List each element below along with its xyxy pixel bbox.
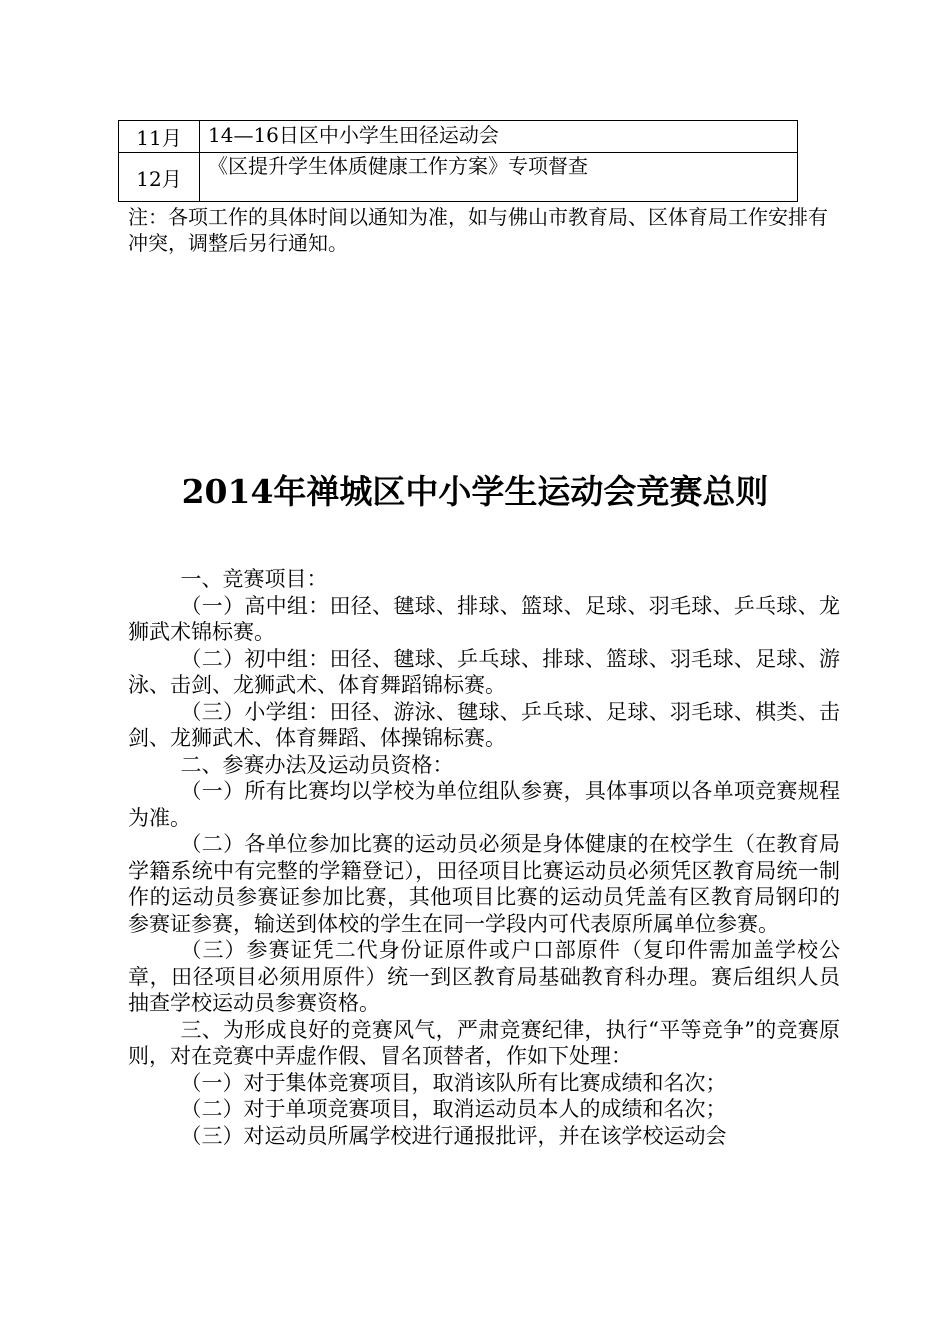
section-heading-3: 三、为形成良好的竞赛风气，严肃竞赛纪律，执行“平等竞争”的竞赛原则，对在竞赛中弄虚作假、冒名顶替者，作如下处理： [128,1017,840,1068]
paragraph: （三）小学组：田径、游泳、毽球、乒乓球、足球、羽毛球、棋类、击剑、龙狮武术、体育舞蹈、体操锦标赛。 [128,699,840,750]
paragraph: （一）所有比赛均以学校为单位组队参赛，具体事项以各单项竞赛规程为准。 [128,779,840,830]
paragraph: （一）对于集体竞赛项目，取消该队所有比赛成绩和名次； [180,1070,727,1095]
table-row [119,121,798,153]
table-row [119,153,798,202]
schedule-table [118,120,798,202]
task-cell: 14—16日区中小学生田径运动会 [200,121,798,153]
paragraph: （三）参赛证凭二代身份证原件或户口部原件（复印件需加盖学校公章，田径项目必须用原件）统一到区教育局基础教育科办理。赛后组织人员抽查学校运动员参赛资格。 [128,938,840,1015]
paragraph: （二）初中组：田径、毽球、乒乓球、排球、篮球、羽毛球、足球、游泳、击剑、龙狮武术、体育舞蹈锦标赛。 [128,646,840,697]
section-heading-1: 一、竞赛项目： [180,567,328,591]
paragraph: （二）各单位参加比赛的运动员必须是身体健康的在校学生（在教育局学籍系统中有完整的学籍登记），田径项目比赛运动员必须凭区教育局统一制作的运动员参赛证参加比赛，其他项目比赛的运动员凭盖有区教育局钢印的参赛证参赛，输送到体校的学生在同一学段内可代表原所属单位参赛。 [128,832,840,936]
task-cell: 《区提升学生体质健康工作方案》专项督查 [200,153,798,202]
document-body [128,566,840,1149]
section-heading-2: 二、参赛办法及运动员资格： [180,752,454,777]
document-title: 2014年禅城区中小学生运动会竞赛总则 [181,472,769,511]
paragraph: （三）对运动员所属学校进行通报批评，并在该学校运动会 [180,1123,727,1148]
schedule-note: 注：各项工作的具体时间以通知为准，如与佛山市教育局、区体育局工作安排有冲突，调整后另行通知。 [128,205,828,255]
month-cell: 12月 [119,153,200,202]
paragraph: （二）对于单项竞赛项目，取消运动员本人的成绩和名次； [180,1097,727,1121]
paragraph: （一）高中组：田径、毽球、排球、篮球、足球、羽毛球、乒乓球、龙狮武术锦标赛。 [128,593,840,644]
month-cell: 11月 [119,121,200,153]
